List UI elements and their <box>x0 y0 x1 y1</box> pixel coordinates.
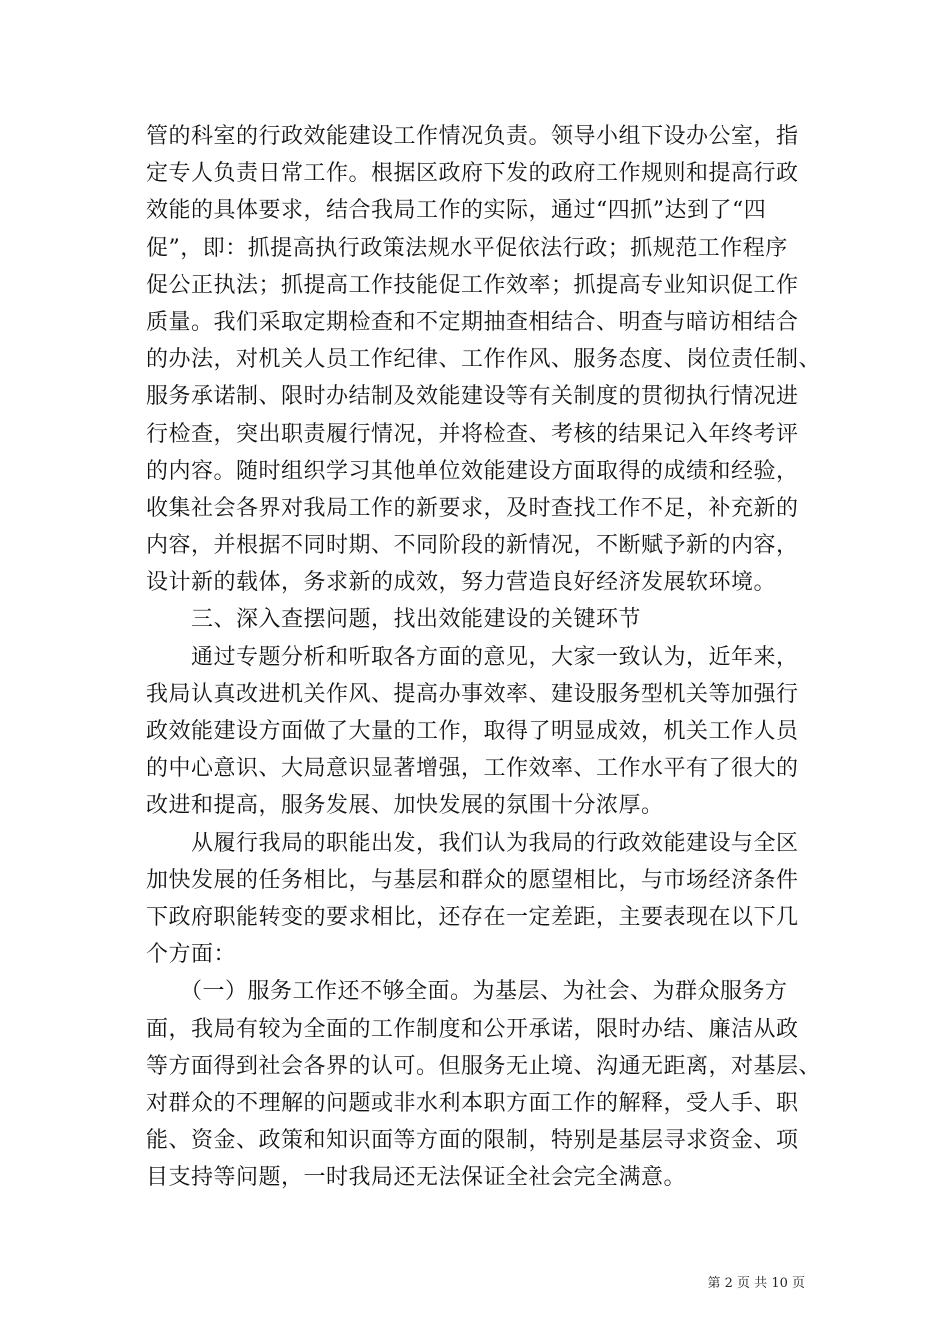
text-line: 加快发展的任务相比，与基层和群众的愿望相比，与市场经济条件 <box>146 867 799 893</box>
text-line: 行检查，突出职责履行情况，并将检查、考核的结果记入年终考评 <box>146 421 799 447</box>
text-line: 通过专题分析和听取各方面的意见，大家一致认为，近年来， <box>146 644 799 670</box>
text-line: 等方面得到社会各界的认可。但服务无止境、沟通无距离，对基层、 <box>146 1053 822 1079</box>
text-line: 效能的具体要求，结合我局工作的实际，通过“四抓”达到了“四 <box>146 198 767 224</box>
text-line: 能、资金、政策和知识面等方面的限制，特别是基层寻求资金、项 <box>146 1128 799 1154</box>
text-line: 管的科室的行政效能建设工作情况负责。领导小组下设办公室，指 <box>146 124 799 149</box>
text-line: 政效能建设方面做了大量的工作，取得了明显成效，机关工作人员 <box>146 719 799 744</box>
text-line: 收集社会各界对我局工作的新要求，及时查找工作不足，补充新的 <box>146 495 799 521</box>
page-number-footer: 第 2 页 共 10 页 <box>707 1276 805 1291</box>
text-line: 质量。我们采取定期检查和不定期抽查相结合、明查与暗访相结合 <box>146 309 799 335</box>
text-line: 定专人负责日常工作。根据区政府下发的政府工作规则和提高行政 <box>146 161 799 187</box>
text-line: 的中心意识、大局意识显著增强，工作效率、工作水平有了很大的 <box>146 756 799 782</box>
section-heading: 三、深入查摆问题，找出效能建设的关键环节 <box>146 607 642 633</box>
text-line: 我局认真改进机关作风、提高办事效率、建设服务型机关等加强行 <box>146 681 799 707</box>
text-line: 个方面： <box>146 942 237 968</box>
text-line: 设计新的载体，务求新的成效，努力营造良好经济发展软环境。 <box>146 570 777 596</box>
text-line: 面，我局有较为全面的工作制度和公开承诺，限时办结、廉洁从政 <box>146 1016 799 1042</box>
subsection-line: （一）服务工作还不够全面。为基层、为社会、为群众服务方 <box>146 979 788 1005</box>
text-line: 从履行我局的职能出发，我们认为我局的行政效能建设与全区 <box>146 830 799 856</box>
body-text <box>146 118 826 1196</box>
text-line: 下政府职能转变的要求相比，还存在一定差距，主要表现在以下几 <box>146 904 799 930</box>
text-line: 的内容。随时组织学习其他单位效能建设方面取得的成绩和经验， <box>146 458 799 484</box>
text-line: 改进和提高，服务发展、加快发展的氛围十分浓厚。 <box>146 793 664 819</box>
text-line: 目支持等问题，一时我局还无法保证全社会完全满意。 <box>146 1165 687 1191</box>
text-line: 促”，即：抓提高执行政策法规水平促依法行政；抓规范工作程序 <box>146 235 788 261</box>
text-line: 的办法，对机关人员工作纪律、工作作风、服务态度、岗位责任制、 <box>146 347 822 373</box>
text-line: 促公正执法；抓提高工作技能促工作效率；抓提高专业知识促工作 <box>146 272 799 298</box>
text-line: 内容，并根据不同时期、不同阶段的新情况，不断赋予新的内容， <box>146 533 799 559</box>
text-line: 对群众的不理解的问题或非水利本职方面工作的解释，受人手、职 <box>146 1090 799 1116</box>
text-line: 服务承诺制、限时办结制及效能建设等有关制度的贯彻执行情况进 <box>146 384 799 410</box>
